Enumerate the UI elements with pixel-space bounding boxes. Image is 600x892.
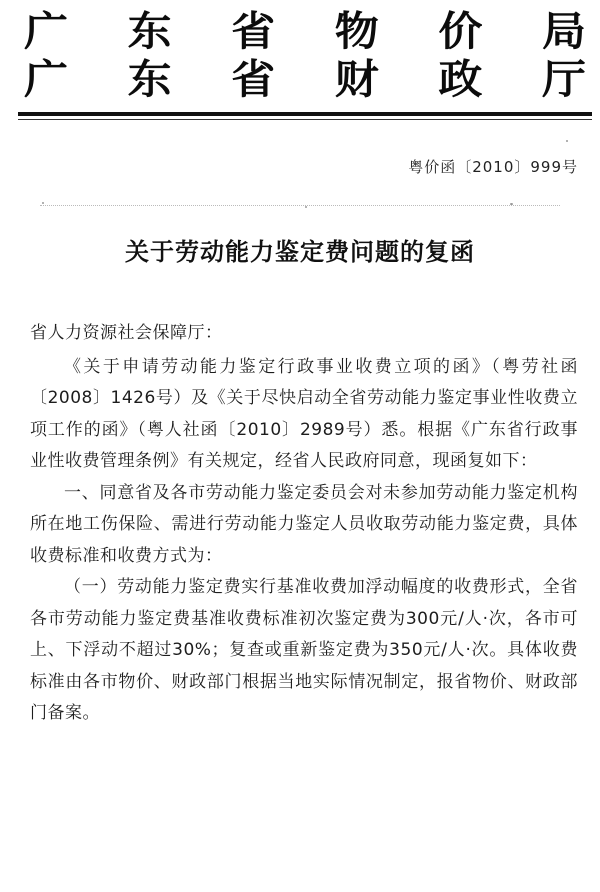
salutation: 省人力资源社会保障厅：	[30, 323, 223, 343]
paragraph: 一、同意省及各市劳动能力鉴定委员会对未参加劳动能力鉴定机构所在地工伤保险、需进行劳动能力鉴定人员收取劳动能力鉴定费，具体收费标准和收费方式为：	[30, 482, 578, 566]
scan-dotted-line	[40, 205, 560, 206]
header-char: 东	[127, 56, 172, 103]
scan-speck	[305, 206, 307, 208]
scan-speck	[566, 140, 568, 142]
header-char: 财	[334, 56, 379, 103]
header-char: 省	[231, 56, 276, 103]
header-char: 东	[127, 8, 172, 55]
header-char: 政	[438, 56, 483, 103]
issuer-price-bureau	[22, 8, 588, 56]
scan-speck	[510, 203, 513, 205]
letter-body	[30, 318, 578, 730]
header-char: 局	[541, 8, 586, 55]
scan-speck	[42, 202, 44, 204]
paragraph: 《关于申请劳动能力鉴定行政事业收费立项的函》（粤劳社函〔2008〕1426号）及《关于尽快启动全省劳动能力鉴定事业性收费立项工作的函》（粤人社函〔2010〕2989号）悉。根据《广东省行政事业性收费管理条例》有关规定，经省人民政府同意，现函复如下：	[30, 356, 578, 471]
header-divider-thick	[18, 112, 592, 116]
paragraph: （一）劳动能力鉴定费实行基准收费加浮动幅度的收费形式，全省各市劳动能力鉴定费基准收费标准初次鉴定费为300元/人·次，各市可上、下浮动不超过30%；复查或重新鉴定费为350元/人·次。具体收费标准由各市物价、财政部门根据当地实际情况制定，报省物价、财政部门备案。	[30, 577, 578, 723]
header-char: 广	[24, 8, 68, 55]
header-char: 价	[438, 8, 483, 55]
header-char: 厅	[541, 56, 586, 103]
header-char: 物	[334, 8, 379, 55]
issuing-authorities-header	[22, 8, 588, 104]
document-number: 粤价函〔2010〕999号	[408, 158, 578, 176]
header-char: 广	[24, 56, 68, 103]
header-char: 省	[231, 8, 276, 55]
document-title: 关于劳动能力鉴定费问题的复函	[125, 237, 475, 266]
issuer-finance-dept	[22, 56, 588, 104]
header-divider-thin	[18, 119, 592, 120]
